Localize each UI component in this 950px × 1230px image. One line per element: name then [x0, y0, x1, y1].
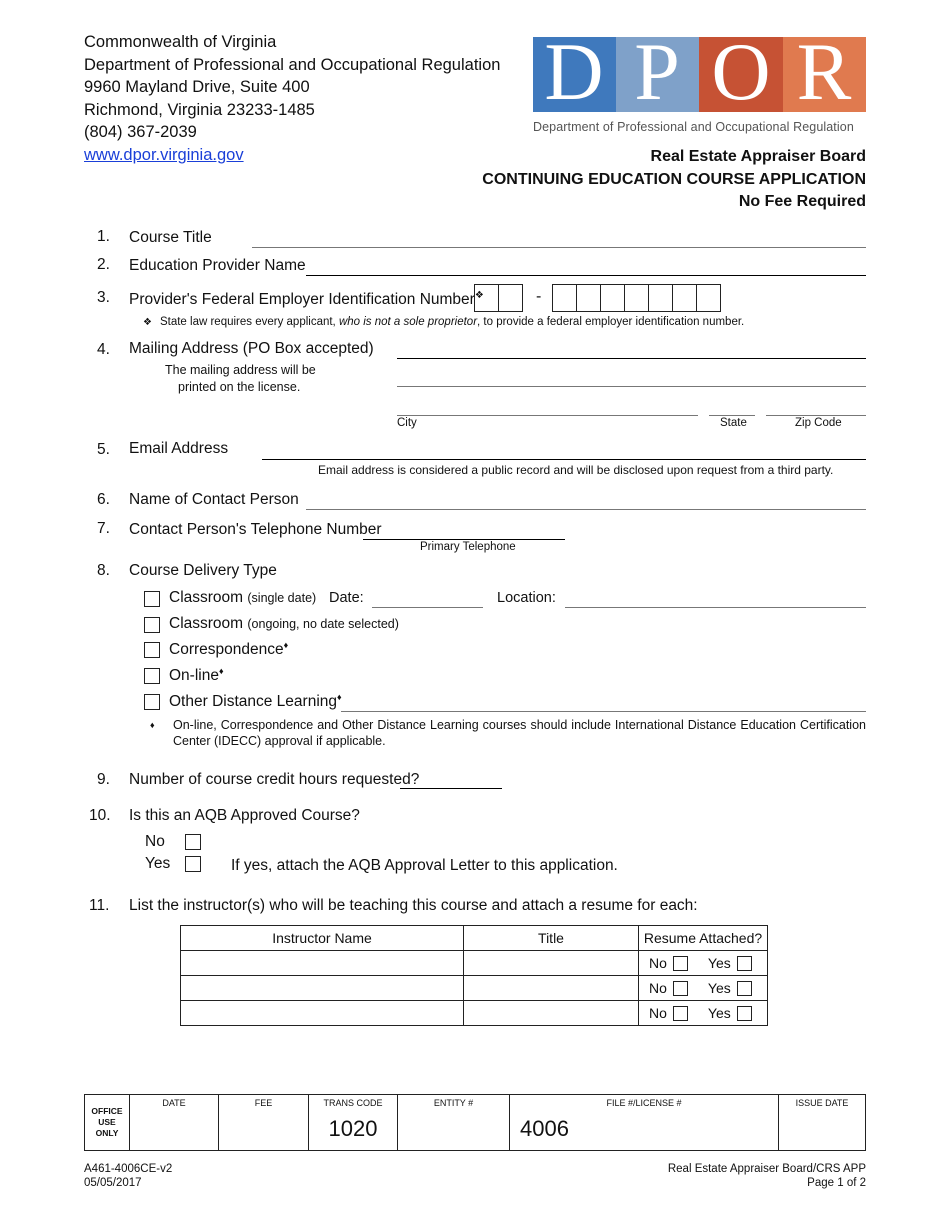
classroom-ongoing-qualifier: (ongoing, no date selected) [247, 617, 399, 631]
classroom-single-checkbox[interactable] [144, 591, 160, 607]
item-number: 2. [97, 256, 110, 273]
fein-label [129, 290, 484, 309]
office-issue-date-header: ISSUE DATE [795, 1098, 849, 1108]
online-label [169, 666, 224, 685]
online-text: On-line [169, 667, 219, 685]
office-entity-cell [398, 1095, 510, 1151]
item-number: 3. [97, 289, 110, 306]
mailing-address-note-2: printed on the license. [178, 380, 301, 394]
address-line: Commonwealth of Virginia [84, 33, 277, 51]
aqb-yes-label: Yes [145, 855, 171, 872]
other-distance-text: Other Distance Learning [169, 693, 338, 711]
instructor-title-cell[interactable] [464, 1001, 639, 1026]
phone-caption: Primary Telephone [420, 541, 516, 553]
header-title: Title [464, 926, 639, 951]
credit-hours-input[interactable] [400, 788, 502, 789]
item-number: 8. [97, 562, 110, 579]
state-caption: State [720, 417, 747, 429]
fein-dash: - [536, 288, 542, 305]
resume-no-checkbox[interactable] [673, 956, 688, 971]
mailing-address-label: Mailing Address (PO Box accepted) [129, 340, 374, 357]
delivery-note: On-line, Correspondence and Other Distance Learning courses should include International Distance Education Certification Center (IDECC) approval if applicable. [173, 718, 866, 748]
office-label-line: ONLY [95, 1128, 119, 1138]
aqb-no-checkbox[interactable] [185, 834, 201, 850]
office-fee-header: FEE [254, 1098, 273, 1108]
resume-yes-label: Yes [707, 980, 731, 996]
other-distance-label [169, 692, 342, 711]
classroom-ongoing-checkbox[interactable] [144, 617, 160, 633]
date-input[interactable] [372, 607, 483, 608]
logo-letter-r: R [796, 37, 852, 112]
address-line: Richmond, Virginia 23233-1485 [84, 100, 315, 119]
office-trans-code-cell [309, 1095, 398, 1151]
office-use-label [85, 1095, 130, 1151]
item-number: 4. [97, 341, 110, 358]
fein-note-marker: ❖ [143, 317, 152, 328]
board-name: Real Estate Appraiser Board [650, 148, 866, 165]
table-row [181, 1001, 768, 1026]
classroom-single-qualifier: (single date) [247, 591, 317, 605]
header-instructor-name: Instructor Name [181, 926, 464, 951]
diamond-marker: ♦ [218, 666, 224, 676]
dpor-logo-mark [533, 37, 866, 112]
item-number: 6. [97, 491, 110, 508]
form-heading [482, 146, 866, 214]
provider-name-input[interactable] [306, 275, 866, 276]
instructor-name-cell[interactable] [181, 976, 464, 1001]
resume-no-label: No [649, 1005, 667, 1021]
resume-yes-checkbox[interactable] [737, 1006, 752, 1021]
file-license-value: 4006 [520, 1116, 569, 1141]
form-id: A461-4006CE-v2 [84, 1163, 173, 1175]
fee-note: No Fee Required [738, 193, 866, 210]
item-number: 7. [97, 520, 110, 537]
online-checkbox[interactable] [144, 668, 160, 684]
resume-no-checkbox[interactable] [673, 1006, 688, 1021]
classroom-single-text: Classroom [169, 589, 244, 606]
resume-cell [639, 976, 768, 1001]
fein-label-text: Provider's Federal Employer Identification Number [129, 291, 475, 309]
aqb-no-label: No [145, 833, 165, 850]
item-number: 1. [97, 228, 110, 245]
aqb-label: Is this an AQB Approved Course? [129, 807, 360, 824]
address-line-2-input[interactable] [397, 386, 866, 387]
resume-no-label: No [649, 955, 667, 971]
logo-caption: Department of Professional and Occupational Regulation [533, 120, 854, 134]
mailing-address-note-1: The mailing address will be [165, 363, 316, 377]
logo-letter-o: O [711, 37, 771, 112]
fein-note [143, 316, 744, 328]
correspondence-checkbox[interactable] [144, 642, 160, 658]
correspondence-label [169, 640, 288, 659]
email-note: Email address is considered a public record and will be disclosed upon request from a third party. [318, 463, 834, 477]
instructor-title-cell[interactable] [464, 976, 639, 1001]
agency-address [84, 31, 500, 166]
office-date-header: DATE [162, 1098, 186, 1108]
delivery-type-label: Course Delivery Type [129, 562, 277, 579]
table-row [181, 951, 768, 976]
course-title-input[interactable] [252, 247, 866, 248]
diamond-marker: ♦ [283, 640, 289, 650]
resume-cell [639, 951, 768, 976]
office-file-license-header: FILE #/LICENSE # [606, 1098, 682, 1108]
provider-name-label: Education Provider Name [129, 257, 306, 274]
address-line: (804) 367-2039 [84, 123, 197, 141]
trans-code-value: 1020 [328, 1116, 378, 1141]
office-trans-code-header: TRANS CODE [323, 1098, 383, 1108]
other-distance-checkbox[interactable] [144, 694, 160, 710]
zip-caption: Zip Code [795, 417, 842, 429]
contact-person-label: Name of Contact Person [129, 491, 299, 508]
location-input[interactable] [565, 607, 866, 608]
contact-person-input[interactable] [306, 509, 866, 510]
instructor-name-cell[interactable] [181, 951, 464, 976]
resume-yes-label: Yes [707, 955, 731, 971]
office-fee-cell [219, 1095, 309, 1151]
resume-no-checkbox[interactable] [673, 981, 688, 996]
item-number: 5. [97, 441, 110, 458]
fein-prefix-boxes[interactable] [474, 284, 523, 312]
logo-letter-d: D [544, 37, 604, 112]
classroom-single-label [169, 589, 316, 607]
resume-cell [639, 1001, 768, 1026]
fein-note-text: State law requires every applicant, [159, 316, 339, 328]
address-line-1-input[interactable] [397, 358, 866, 359]
aqb-yes-checkbox[interactable] [185, 856, 201, 872]
aqb-note: If yes, attach the AQB Approval Letter to this application. [231, 857, 618, 874]
city-input[interactable] [397, 415, 698, 416]
address-line: Department of Professional and Occupational Regulation [84, 55, 501, 74]
page-number: Page 1 of 2 [807, 1177, 866, 1189]
city-caption: City [397, 417, 417, 429]
item-number: 10. [89, 807, 111, 824]
correspondence-text: Correspondence [169, 641, 284, 659]
logo-letter-p: P [634, 37, 680, 112]
office-use-table [84, 1094, 866, 1151]
fein-note-emphasis: who is not a sole proprietor [338, 316, 478, 328]
address-line: 9960 Mayland Drive, Suite 400 [84, 78, 310, 96]
instructor-title-cell[interactable] [464, 951, 639, 976]
instructors-label: List the instructor(s) who will be teaching this course and attach a resume for each: [129, 897, 698, 914]
header-resume-attached: Resume Attached? [639, 926, 768, 951]
fein-suffix-boxes[interactable] [552, 284, 721, 312]
item-number: 9. [97, 771, 110, 788]
resume-no-label: No [649, 980, 667, 996]
footer-left [84, 1162, 172, 1190]
location-label: Location: [497, 590, 556, 606]
dpor-logo [533, 37, 866, 134]
office-label-line: USE [98, 1117, 116, 1127]
resume-yes-checkbox[interactable] [737, 956, 752, 971]
classroom-ongoing-label [169, 615, 399, 633]
table-row [181, 976, 768, 1001]
phone-input[interactable] [363, 539, 565, 540]
office-date-cell [130, 1095, 219, 1151]
resume-yes-checkbox[interactable] [737, 981, 752, 996]
office-file-license-cell [510, 1095, 779, 1151]
fein-marker: ❖ [474, 290, 484, 301]
delivery-note-marker: ♦ [150, 720, 155, 730]
zip-input[interactable] [766, 415, 866, 416]
date-label: Date: [329, 590, 364, 606]
form-date: 05/05/2017 [84, 1177, 142, 1189]
instructor-table [180, 925, 768, 1026]
table-header-row [181, 926, 768, 951]
course-title-label: Course Title [129, 229, 212, 246]
email-input[interactable] [262, 459, 866, 460]
office-entity-header: ENTITY # [433, 1098, 474, 1108]
credit-hours-label: Number of course credit hours requested? [129, 771, 420, 788]
office-label-line: OFFICE [91, 1106, 123, 1116]
footer-board: Real Estate Appraiser Board/CRS APP [667, 1163, 866, 1175]
state-input[interactable] [709, 415, 755, 416]
phone-label: Contact Person's Telephone Number [129, 521, 382, 538]
other-distance-input[interactable] [341, 711, 866, 712]
resume-yes-label: Yes [707, 1005, 731, 1021]
instructor-name-cell[interactable] [181, 1001, 464, 1026]
item-number: 11. [89, 897, 110, 914]
diamond-marker: ♦ [337, 692, 342, 702]
fein-note-text-end: , to provide a federal employer identification number. [477, 316, 745, 328]
office-issue-date-cell [779, 1095, 866, 1151]
form-title: CONTINUING EDUCATION COURSE APPLICATION [482, 170, 866, 188]
email-label: Email Address [129, 440, 229, 457]
classroom-ongoing-text: Classroom [169, 615, 244, 632]
footer-right [668, 1162, 866, 1190]
website-link[interactable]: www.dpor.virginia.gov [84, 145, 244, 164]
